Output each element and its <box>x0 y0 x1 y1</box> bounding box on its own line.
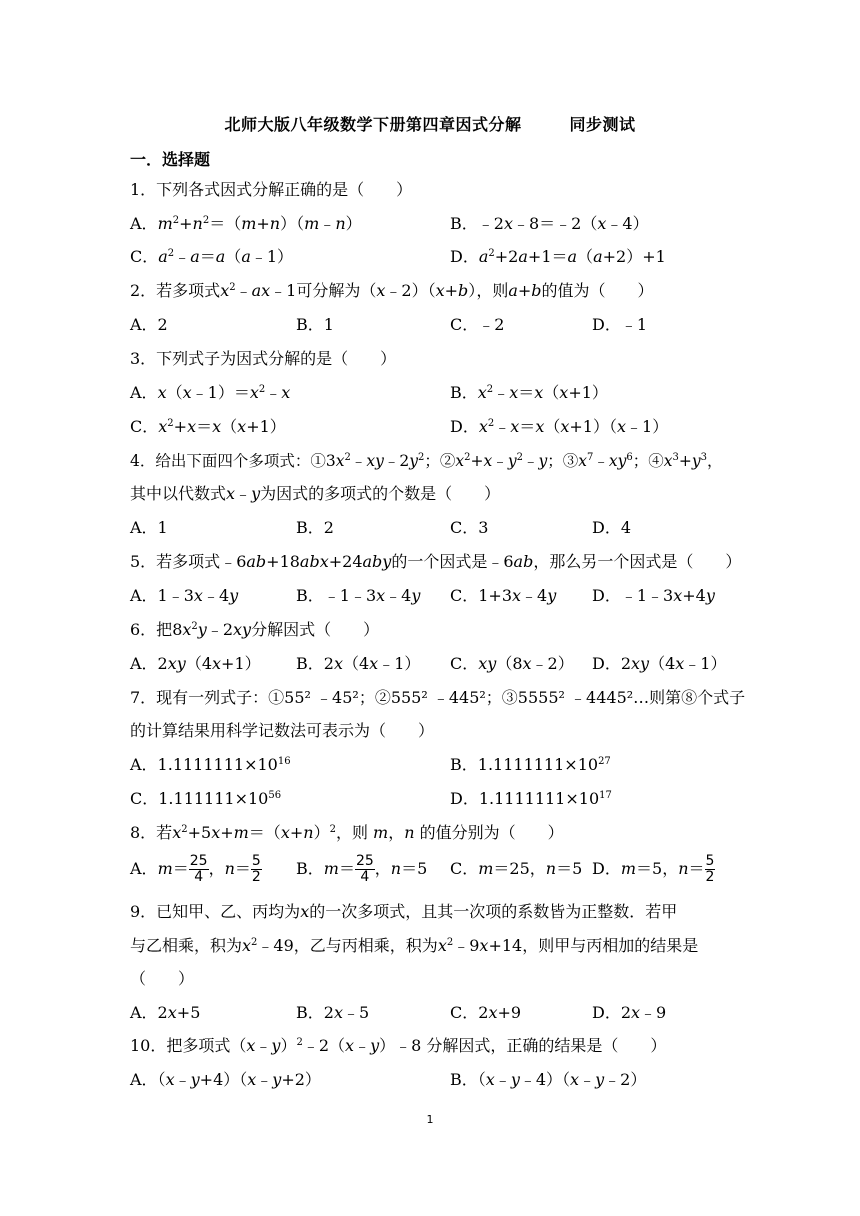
page-title <box>0 112 860 135</box>
question-2-stem: 2．若多项式$x^2﹣ax﹣1$可分解为（x﹣2）（x+b），则a+b的值为（ ） <box>130 281 654 300</box>
q9-option-b: B．2x﹣5 <box>296 1003 370 1022</box>
fraction: $\frac{5}{2}$ <box>251 853 261 885</box>
question-4-stem-line1: 4．给出下面四个多项式：$①3x^2﹣xy﹣2y^2$；$②x^2+x﹣y^2﹣y$；$③x^7﹣xy^6$；$④x^3+y^3$， <box>130 452 723 470</box>
question-4-stem-line2: 其中以代数式x﹣y为因式的多项式的个数是（ ） <box>130 484 501 503</box>
q3-option-d: D．$x^2﹣x=x(x+1)(x﹣1)$ <box>450 417 669 436</box>
question-8-stem: 8．若$x^2+5x+m=(x+n)^2$，则 m，n 的值分别为（ ） <box>130 823 564 842</box>
q8-option-c: C．m＝25，n＝5 <box>450 859 583 878</box>
q1-option-b: B．﹣2x﹣8＝﹣2（x﹣4） <box>450 214 649 233</box>
q8-option-d: D．m＝5，n＝ $\frac{5}{2}$ <box>592 853 715 885</box>
q4-option-a: A．1 <box>130 518 168 537</box>
q1-option-a: A．$m^2+n^2=(m+n)(m﹣n)$ <box>130 214 362 233</box>
q4-option-c: C．3 <box>450 518 489 537</box>
q1-option-c: C．$a^2﹣a=a(a﹣1)$ <box>130 247 294 266</box>
q3-option-c: C．$x^2+x=x(x+1)$ <box>130 417 286 436</box>
question-1-stem: 1．下列各式因式分解正确的是（ ） <box>130 180 413 199</box>
question-10-stem: 10．把多项式（x﹣y）$^2$﹣2（x﹣y）﹣8 分解因式，正确的结果是（ ） <box>130 1036 667 1055</box>
q2-option-d: D．﹣1 <box>592 315 648 334</box>
question-9-stem-line1: 9．已知甲、乙、丙均为x的一次多项式，且其一次项的系数皆为正整数．若甲 <box>130 902 678 921</box>
q10-option-b: B．（x﹣y﹣4）（x﹣y﹣2） <box>450 1070 647 1089</box>
q5-option-a: A．1﹣3x﹣4y <box>130 586 239 605</box>
q6-option-c: C．xy（8x﹣2） <box>450 654 574 673</box>
page-number: 1 <box>426 1113 434 1126</box>
q6-option-b: B．2x（4x﹣1） <box>296 654 421 673</box>
fraction: $\frac{25}{4}$ <box>355 853 374 885</box>
q9-option-c: C．2x+9 <box>450 1003 522 1022</box>
q3-option-b: B．$x^2﹣x=x(x+1)$ <box>450 383 608 402</box>
question-7-stem-line2: 的计算结果用科学记数法可表示为（ ） <box>130 721 435 740</box>
question-7-stem-line1: 7．现有一列式子：①55² ﹣45²；②555² ﹣445²；③5555² ﹣4445²…则第⑧个式子 <box>130 688 746 707</box>
q10-option-a: A．（x﹣y+4）（x﹣y+2） <box>130 1070 321 1089</box>
q1-option-d: D．$a^2+2a+1=a(a+2)+1$ <box>450 247 666 266</box>
q4-option-d: D．4 <box>592 518 632 537</box>
question-6-stem: 6．把$8x^2y﹣2xy$分解因式（ ） <box>130 620 380 639</box>
q8-option-b: B．m＝ $\frac{25}{4}$ ，n＝5 <box>296 853 428 885</box>
question-9-stem-line3: （ ） <box>130 969 195 988</box>
section-heading: 一．选择题 <box>130 150 211 169</box>
q7-option-c: C．$1.111111\times 10^{56}$ <box>130 789 282 808</box>
q8-option-a: A．m＝ $\frac{25}{4}$ ，n＝ $\frac{5}{2}$ <box>130 853 261 885</box>
q5-option-b: B．﹣1﹣3x﹣4y <box>296 586 421 605</box>
q3-option-a: A．$x(x﹣1)=x^2﹣x$ <box>130 383 291 402</box>
q7-option-b: B．$1.1111111\times 10^{27}$ <box>450 755 611 774</box>
question-3-stem: 3．下列式子为因式分解的是（ ） <box>130 349 397 368</box>
fraction: $\frac{25}{4}$ <box>189 853 208 885</box>
q7-option-d: D．$1.1111111\times 10^{17}$ <box>450 789 612 808</box>
title-sub: 同步测试 <box>569 115 636 134</box>
question-5-stem: 5．若多项式﹣6ab+18abx+24aby的一个因式是﹣6ab，那么另一个因式是（ ） <box>130 552 742 571</box>
q5-option-d: D．﹣1﹣3x+4y <box>592 586 715 605</box>
q7-option-a: A．$1.1111111\times 10^{16}$ <box>130 755 291 774</box>
q9-option-a: A．2x+5 <box>130 1003 201 1022</box>
fraction: $\frac{5}{2}$ <box>705 853 715 885</box>
q2-option-b: B．1 <box>296 315 334 334</box>
q6-option-d: D．2xy（4x﹣1） <box>592 654 727 673</box>
q4-option-b: B．2 <box>296 518 334 537</box>
q2-option-c: C．﹣2 <box>450 315 505 334</box>
title-main: 北师大版八年级数学下册第四章因式分解 <box>224 115 522 134</box>
q2-option-a: A．2 <box>130 315 168 334</box>
q9-option-d: D．2x﹣9 <box>592 1003 667 1022</box>
q5-option-c: C．1+3x﹣4y <box>450 586 557 605</box>
question-9-stem-line2: 与乙相乘，积为$x^2﹣49$，乙与丙相乘，积为$x^2﹣9x+14$，则甲与丙相加的结果是 <box>130 936 699 955</box>
q6-option-a: A．2xy（4x+1） <box>130 654 261 673</box>
